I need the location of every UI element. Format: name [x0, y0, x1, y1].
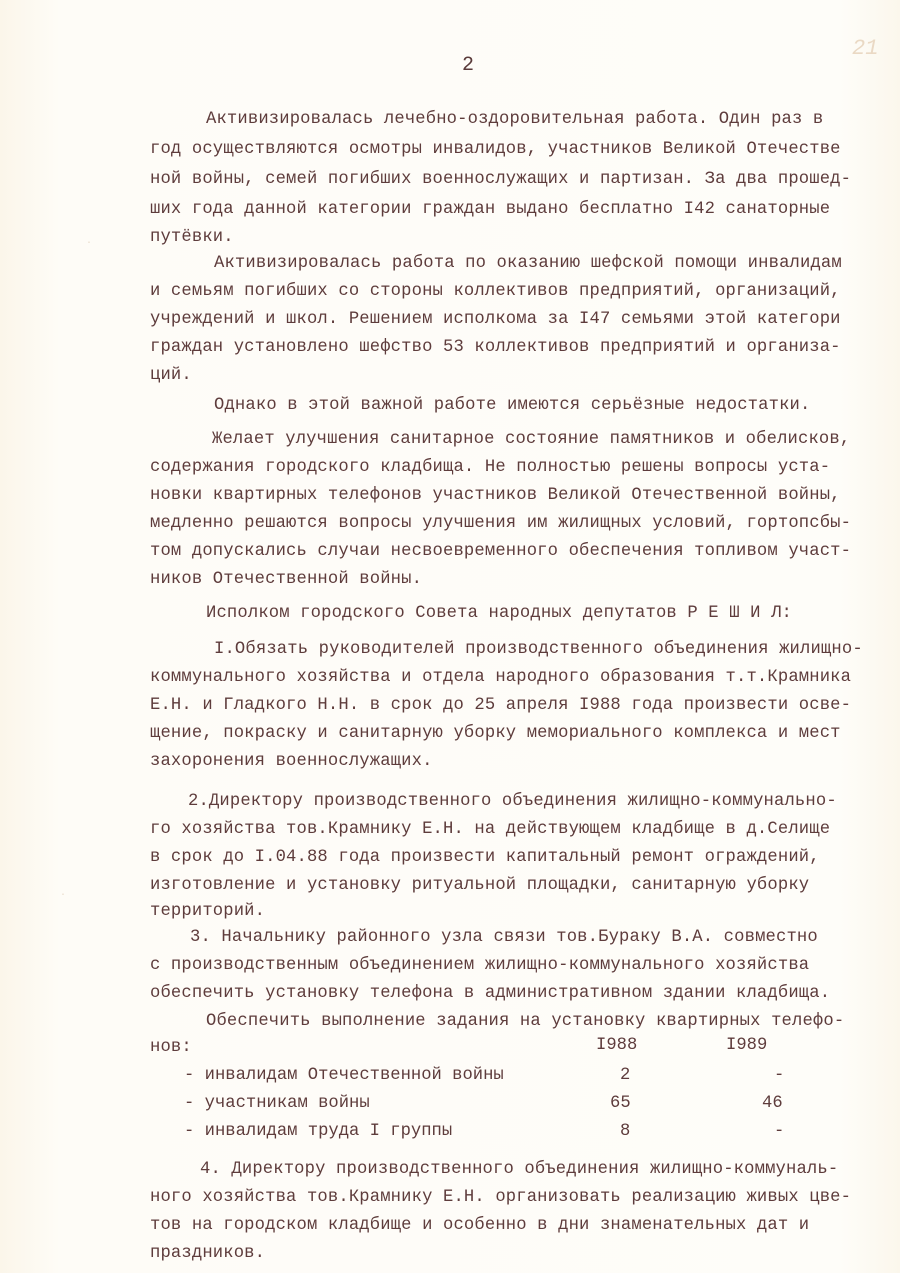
handwritten-page-mark: 21: [852, 36, 879, 61]
text-line: нов:: [150, 1038, 192, 1057]
value-1988: 65: [610, 1094, 631, 1113]
text-line: медленно решаются вопросы улучшения им жилищных условий, гортопсбы-: [150, 514, 852, 533]
text-line: том допускались случаи несвоевременного обеспечения топливом участ-: [150, 542, 852, 561]
text-line: ших года данной категории граждан выдано бесплатно I42 санаторные: [150, 200, 831, 219]
column-header-1989: I989: [726, 1036, 768, 1055]
text-line: Желает улучшения санитарное состояние памятников и обелисков,: [212, 430, 851, 449]
text-line: учреждений и школ. Решением исполкома за I47 семьями этой категори: [150, 310, 841, 329]
row-label: - инвалидам труда I группы: [184, 1122, 453, 1141]
value-1989: -: [774, 1066, 785, 1085]
margin-speck: ·: [60, 890, 67, 901]
decision-heading: Исполком городского Совета народных депутатов Р Е Ш И Л:: [206, 604, 792, 623]
page-number: 2: [462, 54, 475, 77]
value-1989: 46: [762, 1094, 783, 1113]
text-line: новки квартирных телефонов участников Великой Отечественной войны,: [150, 486, 841, 505]
text-line: тов на городском кладбище и особенно в дни знаменательных дат и: [150, 1216, 810, 1235]
text-line: в срок до I.04.88 года произвести капитальный ремонт ограждений,: [150, 848, 820, 867]
text-line: Активизировалась лечебно-оздоровительная работа. Один раз в: [206, 110, 824, 129]
text-line: обеспечить установку телефона в административном здании кладбища.: [150, 984, 831, 1003]
text-line: год осуществляются осмотры инвалидов, участников Великой Отечестве: [150, 140, 841, 159]
text-line: с производственным объединением жилищно-коммунального хозяйства: [150, 956, 810, 975]
text-line: территорий.: [150, 902, 266, 921]
text-line: Обеспечить выполнение задания на установку квартирных телефо-: [206, 1012, 845, 1031]
value-1988: 2: [620, 1066, 631, 1085]
margin-speck: ·: [86, 238, 93, 249]
value-1989: -: [774, 1122, 785, 1141]
text-line: го хозяйства тов.Крамнику Е.Н. на действующем кладбище в д.Селище: [150, 820, 831, 839]
text-line: путёвки.: [150, 228, 234, 247]
text-line: Однако в этой важной работе имеются серьёзные недостатки.: [214, 396, 811, 415]
text-line: 2.Директору производственного объединения жилищно-коммунально-: [188, 792, 837, 811]
text-line: захоронения военнослужащих.: [150, 752, 433, 771]
text-line: содержания городского кладбища. Не полностью решены вопросы уста-: [150, 458, 831, 477]
text-line: ников Отечественной войны.: [150, 570, 423, 589]
text-line: праздников.: [150, 1244, 266, 1263]
text-line: ной войны, семей погибших военнослужащих и партизан. За два прошед-: [150, 170, 852, 189]
text-line: и семьям погибших со стороны коллективов предприятий, организаций,: [150, 282, 841, 301]
text-line: I.Обязать руководителей производственного объединения жилищно-: [214, 640, 863, 659]
text-line: 3. Начальнику районного узла связи тов.Бураку В.А. совместно: [190, 928, 818, 947]
text-line: изготовление и установку ритуальной площадки, санитарную уборку: [150, 876, 810, 895]
text-line: Активизировалась работа по оказанию шефской помощи инвалидам: [214, 254, 842, 273]
text-line: щение, покраску и санитарную уборку мемориального комплекса и мест: [150, 724, 841, 743]
text-line: Е.Н. и Гладкого Н.Н. в срок до 25 апреля I988 года произвести осве-: [150, 696, 852, 715]
row-label: - участникам войны: [184, 1094, 370, 1113]
column-header-1988: I988: [596, 1036, 638, 1055]
text-line: коммунального хозяйства и отдела народного образования т.т.Крамника: [150, 668, 852, 687]
value-1988: 8: [620, 1122, 631, 1141]
text-line: 4. Директору производственного объединения жилищно-коммуналь-: [200, 1160, 839, 1179]
text-line: ций.: [150, 366, 192, 385]
text-line: ного хозяйства тов.Крамнику Е.Н. организовать реализацию живых цве-: [150, 1188, 852, 1207]
text-line: граждан установлено шефство 53 коллективов предприятий и организа-: [150, 338, 841, 357]
row-label: - инвалидам Отечественной войны: [184, 1066, 504, 1085]
